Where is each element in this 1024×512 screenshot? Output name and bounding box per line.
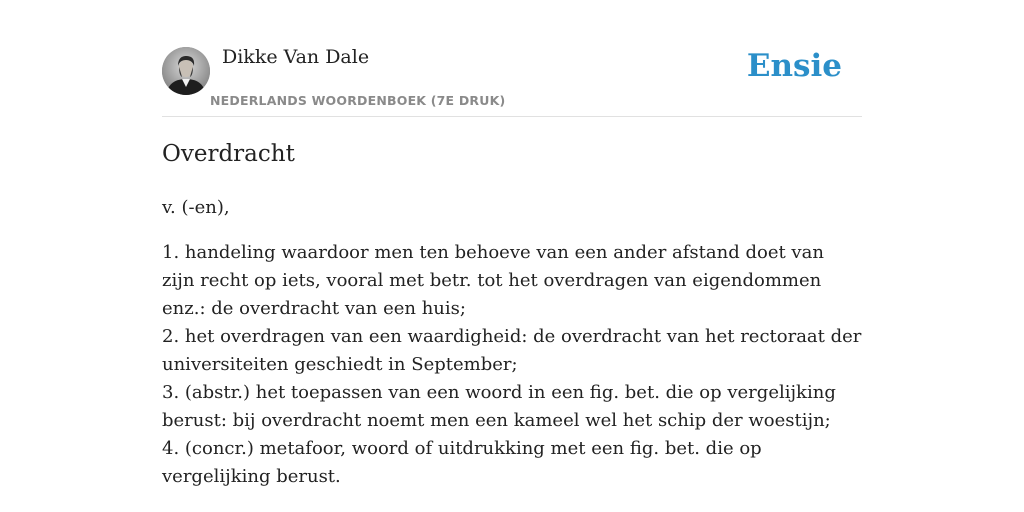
page-container [162, 0, 862, 512]
entry-grammar: v. (-en), [162, 197, 230, 218]
definition-item: 1. handeling waardoor men ten behoeve van een ander afstand doet van zijn recht op iets, vooral met betr. tot het overdragen van eigendommen enz.: de overdracht van een huis; [162, 242, 824, 319]
source-label[interactable]: NEDERLANDS WOORDENBOEK (7E DRUK) [210, 93, 506, 108]
entry-title: Overdracht [162, 141, 295, 167]
definition-list [162, 239, 862, 491]
ensie-logo-link[interactable]: Ensie [746, 48, 842, 84]
author-avatar[interactable] [162, 47, 210, 95]
author-name[interactable]: Dikke Van Dale [222, 46, 370, 68]
portrait-image [162, 47, 210, 95]
definition-item: 3. (abstr.) het toepassen van een woord in een fig. bet. die op vergelijking berust: bij overdracht noemt men een kameel wel het schip der woestijn; [162, 382, 836, 431]
definition-item: 4. (concr.) metafoor, woord of uitdrukking met een fig. bet. die op vergelijking berust. [162, 438, 762, 487]
definition-item: 2. het overdragen van een waardigheid: de overdracht van het rectoraat der universiteiten geschiedt in September; [162, 326, 862, 375]
header [162, 0, 862, 117]
